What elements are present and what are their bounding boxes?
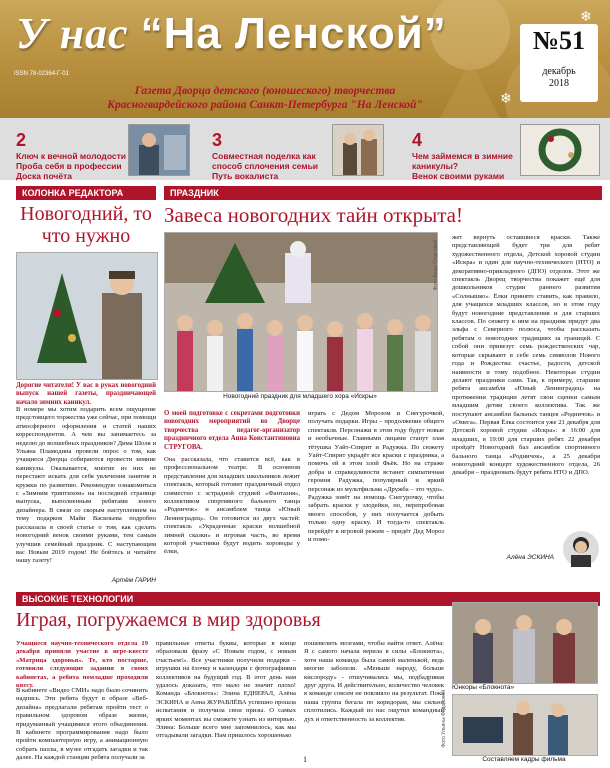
- page-number: 1: [303, 755, 307, 764]
- holiday-col2: играть с Дедом Морозом и Снегурочкой, получать подарки. Игры – продолжение общего спектакля. Персонажи в этом году будут новые и необычные. Главными лицами станут злая тётушка Уайт-Спирит и Радужка. По сюжету Уайт-Спирит украдёт все краски с праздника, а помочь ей в этом злой Фьёк. Но на страже добра и справедливости встанет симпатичная героиня Радужка, популярный и яркий персонаж из мультфильма «Дружба – это чудо». Радужка зовёт на помощь Снегурочку, чтобы забрать краски у злодейки, но, перепробовав много способов, у них получается добыть только одну краску. И тогда-то спектакль перейдёт в игровой режим – придёт Дед Мороз и помо-: [308, 410, 444, 544]
- tech-col2: правильные ответы буквы, которые в конце образовали фразу «С Новым годом, с новым счастьем!». Все участники получили подарки – игрушки на ёлочку и календари с фотографиями коллективов на будущий год. В этот день нам удалось доказать, что мало не значит плохо! Команда «Блокнота»: Элина ЕДНЕРАЛ, Алёна ЭСКИНА и Анна ЖУРАВЛЁВА успешно прошла испытания и получила свои призы. О самых ярких моментах вы сможете узнать из интервью. Элина: Больше всего мне запомнилось, как мы отгадывали загадки. Нам пришлось хорошенько: [156, 640, 296, 740]
- holiday-section-bar: ПРАЗДНИК: [164, 186, 602, 200]
- editor-headline: Новогодний, то что нужно: [20, 203, 152, 247]
- teaser-1-photo: [128, 124, 190, 176]
- newspaper-title: У нас “На Ленской”: [16, 9, 447, 58]
- editor-body: В номере мы хотим подарить всем ощущение предстоящего торжества уже сейчас, при помощи атмосферного оформления и статей наших корреспондентов. А чем вы занимаетесь за неделю до волшебных праздников? Дима Шоля и Ульяна Пламодина провели опрос о том, как учащиеся Дворца собираются провести зимние каникулы. Оказывается, многие из них не перестают искать для себя увлечения занятия и кружки по развитию. Рекомендую ознакомиться с «Зимним триптихом» на последней странице выпуска, выполненным ребятами юного дизайнера. В связи со скорым наступлением на тему подарков Майи Васильева подробно рассказала в своей статье о том, как сделать новогодний венок своими руками, тем самым улучшив семейный праздник. С наступающим вас Новым 2019 годом! Не бойтесь и читайте нашу газету!: [16, 406, 156, 565]
- tech-photo-2: [452, 694, 598, 756]
- tech-headline: Играя, погружаемся в мир здоровья: [16, 609, 321, 631]
- holiday-lead: О моей подготовке с секретами подготовки новогодних мероприятий во Дворце творчества педагог-организатор праздничного отдела Анна Константиновна СТРУГОВА.: [164, 410, 300, 451]
- teaser-2-photo: [332, 124, 384, 176]
- teaser-text: Ключ к вечной молодости Проба себя в профессии Доска почёта: [16, 151, 127, 181]
- holiday-photo-credit: Фото Анны Струговой: [433, 240, 439, 291]
- tech-photo-1: [452, 602, 598, 684]
- editor-signature: Артём ГАРИН: [111, 577, 156, 584]
- tech-lead: Учащиеся научно-технического отдела 19 декабря приняли участие в игре-квесте «Матрица здоровья». Те, кто постарше, готовили следующие задания в своих кабинетах, а ребята помладше проходили квест.: [16, 640, 148, 690]
- editor-section-bar: КОЛОНКА РЕДАКТОРА: [16, 186, 156, 200]
- tech-col1: В кабинете «Видео СМИ» надо было сочинить надпись. Эти ребята будут в образе «Веб-дизайна» предлагали ребятам пройти тест о правильном здоровом образе жизни, придуманный учащимися этого объединения. В кабинете программирования надо было пройти компьютерную игру, а анимационную собрать пазлы, в музее отгадать загадки и так далее. На каждой станции ребята получали за: [16, 687, 148, 762]
- tech-section-bar: ВЫСОКИЕ ТЕХНОЛОГИИ: [16, 592, 600, 606]
- holiday-photo-caption: Новогодний праздник для младшего хора «Искры»: [223, 393, 377, 400]
- issn: ISSN 78-02364-Г-01: [14, 71, 69, 77]
- snowflake-icon: ❄: [580, 8, 592, 24]
- holiday-headline: Завеса новогодних тайн открыта!: [164, 203, 463, 227]
- teaser-page-number: 4: [412, 130, 423, 150]
- teaser-2[interactable]: [212, 130, 332, 181]
- issue-number: №51: [532, 26, 586, 55]
- teaser-3[interactable]: [412, 130, 522, 181]
- author-avatar: [562, 530, 600, 568]
- issue-date: декабрь 2018: [542, 66, 576, 89]
- holiday-photo: [164, 232, 438, 392]
- editor-photo: [16, 252, 158, 380]
- editor-lead: Дорогие читатели! У вас в руках новогодний выпуск нашей газеты, праздничающей начало зимних каникул.: [16, 382, 156, 406]
- tech-photo-1-caption: Юнкоры «Блокнота»: [452, 684, 515, 691]
- teaser-text: Совместная поделка как способ сплочения семьи Путь вокалиста: [212, 151, 319, 181]
- holiday-col3: жет вернуть оставшиеся краски. Также представляющей будет три для ребят художественного отдела, Детской хоровой студии «Искра» и один для научно-технического (НТО) и декоративно-прикладного (ДПО) отделов. Этот же спектакль Дворец творчества покажет ещё для дошкольников студии раннего развития «Солнышко». Ёлки принято ставить, как правило, для учащихся младших классов, но в этом году будут новогодние представления и для старших классов. По сюжету к ним на праздник придут два эльфа с Северного полюса, чтобы рассказать ребятам о новогодних традициях за границей. С собой они привезут семь рождественских чар, которые скрывают в себе семь символов Нового года и Рождества: счастье, радости, детской наивности и тому подобное. Некоторые студии делают праздники сами. Так, к примеру, старшие ребята ансамбля «Юный Ленинградец» на протяжении традиции летят свои сценки самым младшим детям своего коллектива. Так же поступают ансамбли бальных танцев «Родничок» и «Омега». Первая Ёлка состоится уже 21 декабря для Детской хоровой студии «Искра»: в 16:00 для младших, в 19:00 для старших ребят. 22 декабря пройдёт Новогодний бал ансамбля спортивного бального танца «Родничок», а 25 декабря новогодний концерт художественного отдела, 26 декабря – праздновать будут ребята НТО и ДПО.: [452, 234, 600, 477]
- teaser-text: Чем займемся в зимние каникулы? Венок своими руками: [412, 151, 513, 181]
- snowflake-icon: ❄: [500, 90, 512, 106]
- newspaper-subtitle: Газета Дворца детского (юношеского) творчества Красногвардейского района Санкт-Петербурга "На Ленской": [107, 85, 423, 111]
- holiday-signature: Алёна ЭСКИНА: [506, 554, 554, 561]
- holiday-col1: Она рассказала, что ставится всё, как в профессиональном театре. В основном представления для младших школьников лежит спектакль, который готовит праздничный отдел совместно с эстрадной студией «Фантазия», коллективом спортивного бального танца «Родничок» и ансамблем танца «Юный Ленинградец». Он готовится из двух частей: спектакль «Украденные краски волшебной зимней сказки» и игровая часть, во время которой участники будут водить хороводы у ёлки,: [164, 456, 300, 556]
- tech-photo-2-caption: Составляем кадры фильма: [482, 756, 566, 763]
- teaser-page-number: 2: [16, 130, 27, 150]
- masthead: [0, 0, 610, 118]
- teaser-1[interactable]: [16, 130, 136, 181]
- teaser-page-number: 3: [212, 130, 223, 150]
- tech-photo-credit: Фото Ульяны Федоровой: [441, 690, 447, 748]
- teaser-3-photo: [520, 124, 600, 176]
- tech-col3: пошевелить мозгами, чтобы найти ответ. Алёна: Я с самого начала верила в силы «Блокнота», хотя наша команда была самой маленькой, ведь многие заболели. «Меньше народу, больше кислороду» - отшучивались мы, подбадривая друг друга. И действительно, количество человек в команде совсем не повлияло на результат. Пока наша группа бегала по коридорам, мы сильно сплотились. Каждый из нас ощутил командный дух и ответственность за коллектив.: [304, 640, 444, 723]
